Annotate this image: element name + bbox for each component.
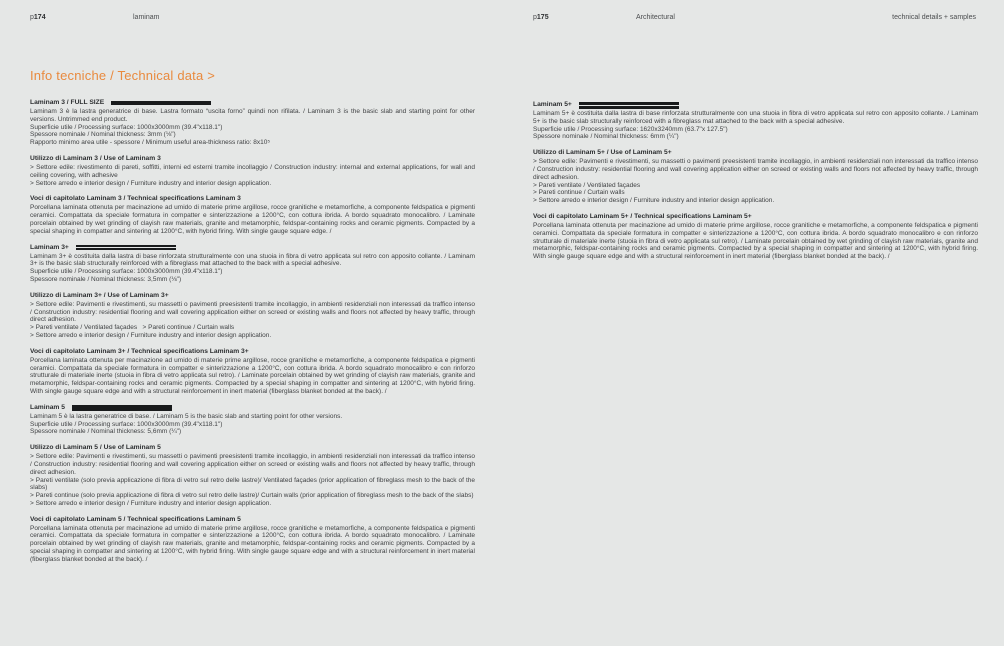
thickness-bar-icon [76, 245, 176, 250]
body-text-line: Porcellana laminata ottenuta per macinazione ad umido di materie prime argillose, rocce granitiche e metamorfiche, a componente feldspatica e pigmenti ceramici. Compattata da speciale formatura in compatter e sinterizzazione a 1200°C, con cottura ibrida. A bordo squadrato monocalibro e con rinforzo strutturale di materiale inerte (stuoia in fibra di vetro applicata sul retro). / Laminate porcelain obtained by wet grinding of clayish raw materials, granite and metamorphic, feldspar-containing rocks and ceramic pigments. Compacted by a special shaping in compatter and sintering at 1200°C, with hybrid firing. With single gauge square edge and with a structural reinforcement in inert material (fiberglass blanket bonded at the back). / [533, 221, 978, 261]
section-utilizzo-laminam-3 [30, 155, 475, 187]
body-text-line: Superficie utile / Processing surface: 1620x3240mm (63.7"x 127.5") [533, 125, 728, 133]
section-laminam-5plus [533, 101, 978, 141]
body-text-line: > Pareti continue (solo previa applicazione di fibra di vetro sul retro delle lastre)/ Curtain walls (prior application of fibreglass mesh to the back of the slabs) [30, 492, 474, 500]
body-text-line: > Settore edile: rivestimento di pareti, soffitti, interni ed esterni tramite incollaggio / Construction industry: internal and external applications, for wall and ceiling covering, with adhesive [30, 163, 475, 179]
page-num: 174 [33, 14, 46, 21]
section-title-text: Utilizzo di Laminam 3+ / Use of Laminam 3+ [30, 291, 169, 299]
section-laminam-3plus [30, 244, 475, 284]
section-heading [533, 213, 978, 221]
body-text-line: > Settore arredo e interior design / Furniture industry and interior design application. [30, 499, 272, 507]
body-text-line: > Pareti continue / Curtain walls [533, 189, 625, 197]
section-title-text: Laminam 3+ [30, 243, 69, 251]
section-title-text: Utilizzo di Laminam 3 / Use of Laminam 3 [30, 154, 161, 162]
section-utilizzo-laminam-3plus [30, 292, 475, 340]
left-page-column [30, 62, 475, 572]
page-num: 175 [536, 14, 549, 21]
right-sections [533, 101, 978, 261]
section-heading [533, 149, 978, 157]
section-title-text: Laminam 5 [30, 403, 65, 411]
section-voci-laminam-5 [30, 516, 475, 564]
section-heading [30, 155, 475, 163]
body-text-line: Spessore nominale / Nominal thickness: 3,5mm (⅛") [30, 275, 182, 283]
section-laminam-3 [30, 99, 475, 147]
body-text-line: Porcellana laminata ottenuta per macinazione ad umido di materie prime argillose, rocce granitiche e metamorfiche, a componente feldspatica e pigmenti ceramici. Compattata da speciale formatura in compatter e sinterizzazione a 1200°C, con cottura ibrida. A bordo squadrato monocalibro. / Laminate porcelain obtained by wet grinding of clayish raw materials, granite and metamorphic, feldspar-containing rocks and ceramic pigments. Compacted by a special shaping in compatter and sintering at 1200°C, with hybrid firing. With single gauge square edge and with a structural reinforcement in inert material (fiberglass blanket bonded at the back). / [30, 524, 475, 563]
section-utilizzo-laminam-5plus [533, 149, 978, 205]
section-heading [30, 292, 475, 300]
body-text-line: > Settore edile: Pavimenti e rivestimenti, su massetti o pavimenti preesistenti tramite incollaggio, in ambienti residenziali non interessati da traffico intenso / Construction industry: residential flooring and wall covering application either on screed or existing walls and floors not affected by heavy traffic, through direct adhesion. [30, 300, 475, 324]
page-content [30, 62, 978, 572]
section-title-text: Utilizzo di Laminam 5+ / Use of Laminam 5+ [533, 149, 672, 157]
section-heading [30, 444, 475, 452]
section-voci-laminam-5plus [533, 213, 978, 261]
section-title-text: Voci di capitolato Laminam 5 / Technical specifications Laminam 5 [30, 515, 241, 523]
body-text-line: Superficie utile / Processing surface: 1000x3000mm (39.4"x118.1") [30, 268, 223, 276]
body-text-line: Superficie utile / Processing surface: 1000x3000mm (39.4"x118.1") [30, 420, 223, 428]
left-sections [30, 99, 475, 564]
section-heading [30, 516, 475, 524]
section-heading [533, 101, 978, 109]
section-title-text: Laminam 5+ [533, 101, 572, 108]
body-text-line: Rapporto minimo area utile - spessore / Minimum useful area-thickness ratio: 8x10⁵ [30, 139, 271, 147]
section-laminam-5 [30, 404, 475, 436]
section-heading [30, 404, 475, 412]
body-text-line: > Settore arredo e interior design / Furniture industry and interior design application. [533, 197, 775, 205]
body-text-line: > Settore arredo e interior design / Furniture industry and interior design application. [30, 331, 272, 339]
body-text-line: Spessore nominale / Nominal thickness: 6mm (¼") [533, 133, 679, 141]
body-text-line: Laminam 5+ è costituita dalla lastra di base rinforzata strutturalmente con una stuoia in fibra di vetro applicata sul retro con apposito collante. / Laminam 5+ is the basic slab structurally reinforced with a fibreglass mat attached to the back with a special adhesive. [533, 110, 978, 125]
body-text-line: > Pareti ventilate (solo previa applicazione di fibra di vetro sul retro delle lastre)/ Ventilated façades (prior application of fibreglass mesh to the back of the slabs) [30, 476, 475, 492]
section-utilizzo-laminam-5 [30, 444, 475, 508]
thickness-bar-icon [111, 101, 211, 105]
section-heading [30, 195, 475, 203]
body-text-line: > Settore arredo e interior design / Furniture industry and interior design application. [30, 179, 272, 187]
body-text-line: Porcellana laminata ottenuta per macinazione ad umido di materie prime argillose, rocce granitiche e metamorfiche, a componente feldspatica e pigmenti ceramici. Compattata da speciale formatura in compatter e sinterizzazione a 1200°C, con cottura ibrida. A bordo squadrato monocalibro. / Laminate porcelain obtained by wet grinding of clayish raw materials, granite and metamorphic, feldspar-containing rocks and ceramic pigments. Compacted by a special shaping in compatter and sintering at 1200°C, with hybrid firing. With single gauge square edge. / [30, 204, 475, 235]
body-text-line: Laminam 3+ è costituita dalla lastra di base rinforzata strutturalmente con una stuoia in fibra di vetro applicata sul retro con apposito collante. / Laminam 3+ is the basic slab structurally reinforced with a fibreglass mat attached to the back with a special adhesive. [30, 252, 475, 268]
body-text-line: Spessore nominale / Nominal thickness: 3mm (⅛") [30, 131, 176, 139]
page-number-left [30, 14, 46, 21]
body-text-line: Laminam 5 è la lastra generatrice di base. / Laminam 5 is the basic slab and starting point for other versions. [30, 412, 343, 420]
header-title-right: Architectural [636, 14, 675, 21]
body-text-line: Porcellana laminata ottenuta per macinazione ad umido di materie prime argillose, rocce granitiche e metamorfiche, a componente feldspatica e pigmenti ceramici. Compattata da speciale formatura in compatter e sinterizzazione a 1200°C, con cottura ibrida. A bordo squadrato monocalibro e con rinforzo strutturale di materiale inerte (stuoia in fibra di vetro applicata sul retro). / Laminate porcelain obtained by wet grinding of clayish raw materials, granite and metamorphic, feldspar-containing rocks and ceramic pigments. Compacted by a special shaping in compatter and sintering at 1200°C, with hybrid firing. With single gauge square edge and with a structural reinforcement in inert material (fiberglass blanket bonded at the back). / [30, 356, 475, 395]
section-title-text: Voci di capitolato Laminam 3+ / Technical specifications Laminam 3+ [30, 347, 249, 355]
section-heading [30, 99, 475, 107]
body-text-line: > Pareti ventilate / Ventilated façades [533, 181, 641, 189]
thickness-bar-icon [72, 405, 172, 411]
body-text-line: Laminam 3 è la lastra generatrice di base. Lastra formato “uscita forno” quindi non rifilata. / Laminam 3 is the basic slab and starting point for other versions. Untrimmed end product. [30, 108, 475, 123]
section-title-text: Utilizzo di Laminam 5 / Use of Laminam 5 [30, 444, 161, 452]
body-text-line: > Pareti ventilate / Ventilated façades > Pareti continue / Curtain walls [30, 324, 235, 332]
right-page-column [533, 62, 978, 572]
body-text-line: Spessore nominale / Nominal thickness: 5,6mm (¼") [30, 428, 182, 436]
section-voci-laminam-3 [30, 195, 475, 235]
header-title-left: laminam [133, 14, 160, 21]
section-heading [30, 348, 475, 356]
header-subtitle-right: technical details + samples [892, 14, 976, 21]
section-title-text: Voci di capitolato Laminam 5+ / Technical specifications Laminam 5+ [533, 212, 752, 220]
section-title-text: Laminam 3 / FULL SIZE [30, 99, 105, 106]
page-header [0, 0, 1004, 50]
thickness-bar-icon [579, 102, 679, 109]
section-heading [30, 244, 475, 252]
page-prefix: p [533, 14, 537, 21]
page-number-right [533, 14, 549, 21]
section-title-text: Voci di capitolato Laminam 3 / Technical specifications Laminam 3 [30, 195, 241, 203]
section-voci-laminam-3plus [30, 348, 475, 396]
main-title: Info tecniche / Technical data > [30, 68, 216, 83]
page-prefix: p [30, 14, 34, 21]
body-text-line: Superficie utile / Processing surface: 1000x3000mm (39.4"x118.1") [30, 123, 223, 131]
body-text-line: > Settore edile: Pavimenti e rivestimenti, su massetti o pavimenti preesistenti tramite incollaggio, in ambienti residenziali non interessati da traffico intenso / Construction industry: residential flooring and wall covering application either on screed or existing walls and floors not affected by heavy traffic, through direct adhesion. [30, 453, 475, 476]
body-text-line: > Settore edile: Pavimenti e rivestimenti, su massetti o pavimenti preesistenti tramite incollaggio, in ambienti residenziali non interessati da traffico intenso / Construction industry: residential flooring and wall covering application either on screed or existing walls and floors not affected by heavy traffic, through direct adhesion. [533, 158, 978, 181]
